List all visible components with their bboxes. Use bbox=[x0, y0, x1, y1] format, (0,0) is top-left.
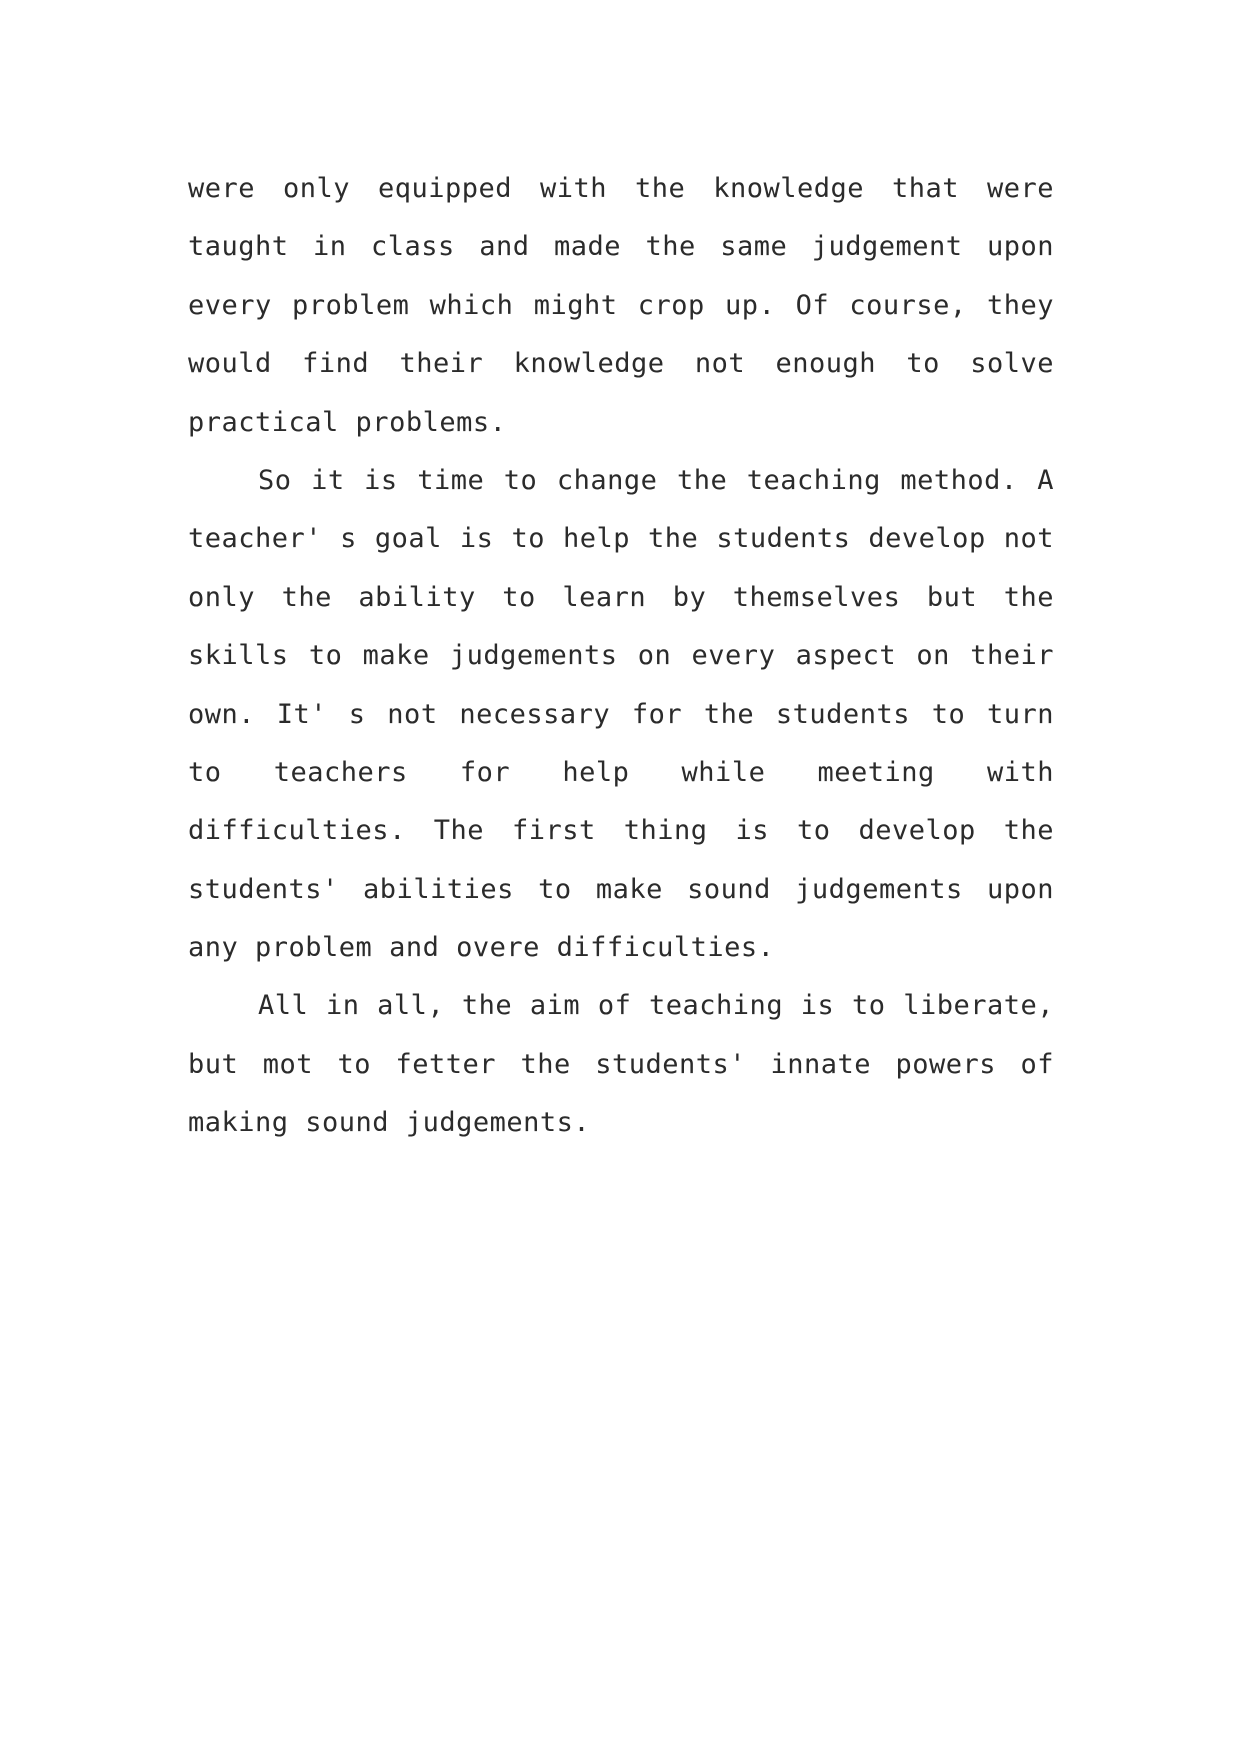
text-line: only the ability to learn by themselves but the bbox=[188, 581, 1054, 613]
text-line: but mot to fetter the students' innate powers of bbox=[188, 1048, 1054, 1080]
text-line: own. It' s not necessary for the students to turn bbox=[188, 698, 1054, 730]
text-line: teacher' s goal is to help the students develop not bbox=[188, 523, 1054, 555]
text-line: any problem and overe difficulties. bbox=[188, 932, 775, 964]
text-line: practical problems. bbox=[188, 406, 507, 438]
text-line: would find their knowledge not enough to solve bbox=[188, 348, 1054, 380]
text-line: skills to make judgements on every aspect on their bbox=[188, 640, 1054, 672]
text-line: taught in class and made the same judgement upon bbox=[188, 231, 1054, 263]
paragraph-start-line: So it is time to change the teaching method. A bbox=[258, 464, 1054, 496]
text-line: students' abilities to make sound judgements upon bbox=[188, 873, 1054, 905]
document-body bbox=[188, 160, 1054, 1153]
paragraph-start-line: All in all, the aim of teaching is to liberate, bbox=[258, 990, 1054, 1022]
text-line: to teachers for help while meeting with bbox=[188, 756, 1054, 788]
text-line: every problem which might crop up. Of course, they bbox=[188, 289, 1054, 321]
text-line: were only equipped with the knowledge that were bbox=[188, 173, 1054, 204]
text-line: difficulties. The first thing is to develop the bbox=[188, 815, 1054, 847]
text-line: making sound judgements. bbox=[188, 1107, 591, 1139]
